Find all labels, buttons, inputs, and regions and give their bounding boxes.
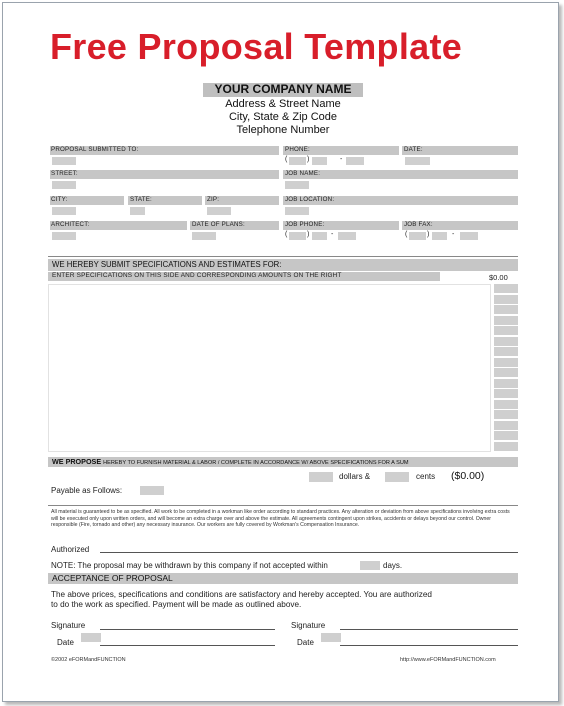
- propose-text: HEREBY TO FURNISH MATERIAL & LABOR / COMPLETE IN ACCORDANCE W/ ABOVE SPECIFICATIONS FOR A SUM: [103, 460, 409, 466]
- amount-cell[interactable]: [494, 337, 518, 347]
- job-name-label: JOB NAME:: [285, 170, 321, 177]
- specs-header: WE HEREBY SUBMIT SPECIFICATIONS AND ESTIMATES FOR:: [48, 259, 518, 271]
- amount-cell[interactable]: [494, 389, 518, 399]
- amount-cell[interactable]: [494, 295, 518, 305]
- job-phone-dash: -: [331, 231, 334, 238]
- amount-cell[interactable]: [494, 305, 518, 315]
- amount-cell[interactable]: [494, 347, 518, 357]
- phone-area-input[interactable]: [289, 157, 306, 165]
- authorized-label: Authorized: [51, 545, 90, 554]
- amount-cell[interactable]: [494, 358, 518, 368]
- note-prefix: NOTE: The proposal may be withdrawn by this company if not accepted within: [51, 561, 328, 570]
- job-phone-label: JOB PHONE:: [285, 221, 325, 228]
- amount-cell[interactable]: [494, 326, 518, 336]
- acceptance-line-1: The above prices, specifications and conditions are satisfactory and hereby accepted. You are authorized: [51, 590, 432, 599]
- job-phone-prefix-input[interactable]: [312, 232, 327, 240]
- state-input[interactable]: [130, 207, 145, 215]
- phone-dash: -: [340, 156, 343, 163]
- date-label-left: Date: [57, 638, 74, 647]
- amount-cell[interactable]: [494, 284, 518, 294]
- street-label-bar: [50, 170, 279, 179]
- job-phone-close-paren: ): [307, 231, 310, 238]
- street-input[interactable]: [52, 181, 76, 189]
- signature-label-left: Signature: [51, 621, 86, 630]
- terms-text: All material is guaranteed to be as specified. All work to be completed in a workman like order according to standard practices. Any alteration or deviation from above specifications involving extra costs will be executed only upon written orders, and will become an extra charge over and above the estimate. All agreements contingent upon strikes, accidents or delays beyond our control. Owner responsible (Fire, tornado and other) any necessary insurance. Our workers are fully covered by Workman's Compensation Insurance.: [51, 509, 510, 529]
- job-fax-label: JOB FAX:: [404, 221, 433, 228]
- terms-top-rule: [48, 505, 518, 506]
- date-of-plans-input[interactable]: [192, 232, 216, 240]
- amount-cell[interactable]: [494, 410, 518, 420]
- days-input[interactable]: [360, 561, 380, 570]
- proposal-to-label: PROPOSAL SUBMITTED TO:: [51, 146, 139, 153]
- amount-cell[interactable]: [494, 368, 518, 378]
- propose-bold: WE PROPOSE: [52, 457, 102, 466]
- company-phone: Telephone Number: [236, 124, 330, 136]
- page-title: Free Proposal Template: [50, 26, 463, 67]
- cents-label: cents: [416, 472, 436, 481]
- amount-cell[interactable]: [494, 442, 518, 452]
- amount-cell[interactable]: [494, 316, 518, 326]
- job-name-input[interactable]: [285, 181, 309, 189]
- amount-cell[interactable]: [494, 431, 518, 441]
- specs-subheader: ENTER SPECIFICATIONS ON THIS SIDE AND CORRESPONDING AMOUNTS ON THE RIGHT: [52, 272, 342, 279]
- job-fax-close-paren: ): [427, 231, 430, 238]
- zip-input[interactable]: [207, 207, 231, 215]
- date-of-plans-label: DATE OF PLANS:: [192, 221, 245, 228]
- zip-label: ZIP:: [207, 196, 220, 203]
- propose-bar: [48, 457, 518, 467]
- signature-label-right: Signature: [291, 621, 326, 630]
- footer-url: http://www.eFORMandFUNCTION.com: [400, 657, 496, 663]
- architect-label: ARCHITECT:: [51, 221, 90, 228]
- acceptance-line-2: to do the work as specified. Payment will be made as outlined above.: [51, 600, 302, 609]
- specs-text-area[interactable]: [48, 284, 491, 452]
- phone-close-paren: ): [307, 156, 310, 163]
- amount-cell[interactable]: [494, 379, 518, 389]
- date-label: DATE:: [404, 146, 423, 153]
- date-label-right: Date: [297, 638, 314, 647]
- phone-prefix-input[interactable]: [312, 157, 327, 165]
- specs-total: $0.00: [489, 273, 508, 282]
- dollars-input[interactable]: [309, 472, 333, 482]
- job-phone-open-paren: (: [285, 231, 288, 238]
- job-fax-prefix-input[interactable]: [432, 232, 447, 240]
- company-name: YOUR COMPANY NAME: [214, 82, 352, 96]
- job-fax-dash: -: [452, 231, 455, 238]
- signature-line-right[interactable]: [340, 629, 518, 630]
- city-input[interactable]: [52, 207, 76, 215]
- street-label: STREET:: [51, 170, 78, 177]
- amount-cell[interactable]: [494, 400, 518, 410]
- architect-input[interactable]: [52, 232, 76, 240]
- payable-label: Payable as Follows:: [51, 486, 123, 495]
- sum-amount: ($0.00): [451, 470, 485, 482]
- signature-line-left[interactable]: [100, 629, 275, 630]
- proposal-to-input[interactable]: [52, 157, 76, 165]
- specs-top-rule: [48, 256, 518, 257]
- amount-cell[interactable]: [494, 421, 518, 431]
- job-phone-area-input[interactable]: [289, 232, 306, 240]
- company-address: Address & Street Name: [225, 98, 341, 110]
- note-suffix: days.: [383, 561, 403, 570]
- job-location-input[interactable]: [285, 207, 309, 215]
- date-input[interactable]: [405, 157, 430, 165]
- date-line-left[interactable]: [100, 645, 275, 646]
- phone-line-input[interactable]: [346, 157, 364, 165]
- amount-column: [494, 284, 518, 452]
- date-line-right[interactable]: [340, 645, 518, 646]
- state-label: STATE:: [130, 196, 152, 203]
- job-phone-line-input[interactable]: [338, 232, 356, 240]
- dollars-label: dollars &: [339, 472, 371, 481]
- city-label: CITY:: [51, 196, 68, 203]
- date-input-left[interactable]: [81, 633, 101, 642]
- phone-open-paren: (: [285, 156, 288, 163]
- cents-input[interactable]: [385, 472, 409, 482]
- job-location-label: JOB LOCATION:: [285, 196, 335, 203]
- job-fax-line-input[interactable]: [460, 232, 478, 240]
- job-fax-area-input[interactable]: [409, 232, 426, 240]
- job-fax-open-paren: (: [405, 231, 408, 238]
- footer-copyright: ©2002 eFORMandFUNCTION: [51, 657, 126, 663]
- authorized-line[interactable]: [100, 552, 518, 553]
- date-input-right[interactable]: [321, 633, 341, 642]
- acceptance-header: ACCEPTANCE OF PROPOSAL: [48, 573, 518, 584]
- payable-input[interactable]: [140, 486, 164, 495]
- phone-label: PHONE:: [285, 146, 310, 153]
- company-city: City, State & Zip Code: [228, 111, 337, 123]
